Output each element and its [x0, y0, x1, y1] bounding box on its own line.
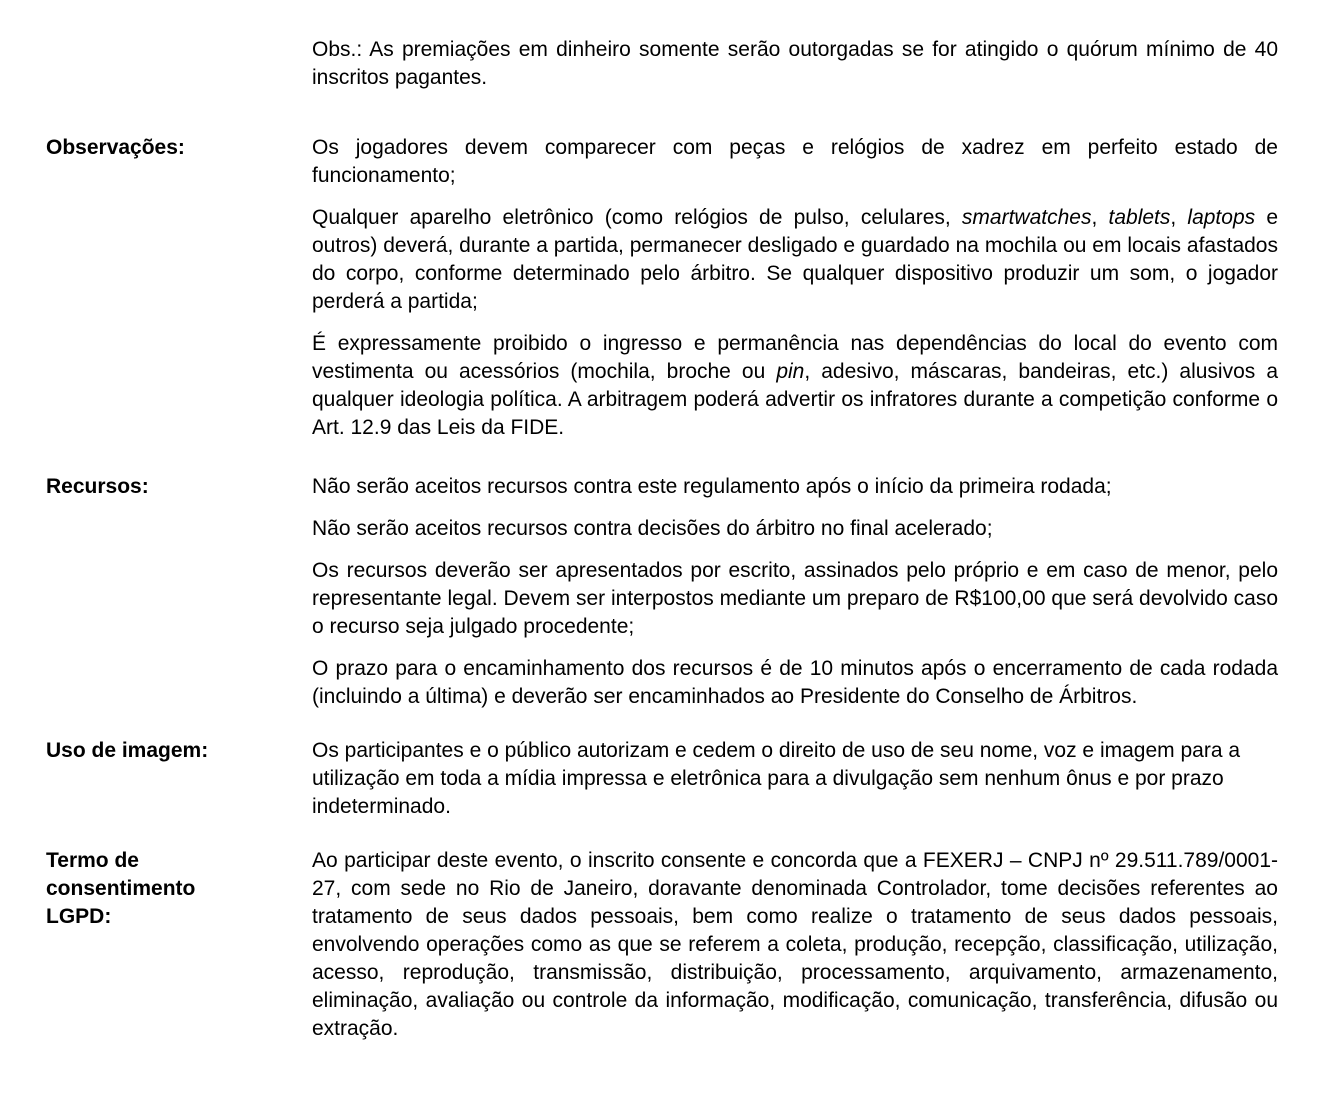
- section-label-recursos: Recursos:: [46, 475, 149, 498]
- section-label-observacoes: Observações:: [46, 136, 185, 159]
- section-content-observacoes: [312, 134, 1278, 442]
- intro-note-section: [46, 36, 1278, 92]
- section-recursos: [46, 473, 1278, 711]
- paragraph: Os recursos deverão ser apresentados por escrito, assinados pelo próprio e em caso de menor, pelo representante legal. Devem ser interpostos mediante um preparo de R$100,00 que será devolvido caso o recurso seja julgado procedente;: [312, 559, 1278, 638]
- section-termo-lgpd: [46, 847, 1278, 1043]
- paragraph: Qualquer aparelho eletrônico (como relógios de pulso, celulares, smartwatches, tablets, laptops e outros) deverá, durante a partida, permanecer desligado e guardado na mochila ou em locais afastados do corpo, conforme determinado pelo árbitro. Se qualquer dispositivo produzir um som, o jogador perderá a partida;: [312, 206, 1279, 313]
- section-content-termo-lgpd: [312, 847, 1278, 1043]
- paragraph: Os jogadores devem comparecer com peças e relógios de xadrez em perfeito estado de funcionamento;: [312, 136, 1278, 187]
- intro-note-paragraph: Obs.: As premiações em dinheiro somente serão outorgadas se for atingido o quórum mínimo de 40 inscritos pagantes.: [312, 38, 1278, 89]
- paragraph: Não serão aceitos recursos contra decisões do árbitro no final acelerado;: [312, 517, 993, 540]
- paragraph: Os participantes e o público autorizam e cedem o direito de uso de seu nome, voz e imagem para a utilização em toda a mídia impressa e eletrônica para a divulgação sem nenhum ônus e por prazo indeterminado.: [312, 739, 1241, 818]
- section-label-termo-lgpd: Termo de consentimento LGPD:: [46, 849, 196, 928]
- section-label-uso-de-imagem: Uso de imagem:: [46, 739, 209, 762]
- section-observacoes: [46, 134, 1278, 442]
- paragraph: O prazo para o encaminhamento dos recursos é de 10 minutos após o encerramento de cada rodada (incluindo a última) e deverão ser encaminhados ao Presidente do Conselho de Árbitros.: [312, 657, 1278, 708]
- section-uso-de-imagem: [46, 737, 1278, 821]
- intro-note-content: [312, 36, 1278, 92]
- paragraph: É expressamente proibido o ingresso e permanência nas dependências do local do evento com vestimenta ou acessórios (mochila, broche ou pin, adesivo, máscaras, bandeiras, etc.) alusivos a qualquer ideologia política. A arbitragem poderá advertir os infratores durante a competição conforme o Art. 12.9 das Leis da FIDE.: [312, 332, 1279, 439]
- paragraph: Não serão aceitos recursos contra este regulamento após o início da primeira rodada;: [312, 475, 1112, 498]
- section-content-uso-de-imagem: [312, 737, 1278, 821]
- section-content-recursos: [312, 473, 1278, 711]
- paragraph: Ao participar deste evento, o inscrito consente e concorda que a FEXERJ – CNPJ nº 29.511.789/0001-27, com sede no Rio de Janeiro, doravante denominada Controlador, tome decisões referentes ao tratamento de seus dados pessoais, bem como realize o tratamento de seus dados pessoais, envolvendo operações como as que se referem a coleta, produção, recepção, classificação, utilização, acesso, reprodução, transmissão, distribuição, processamento, arquivamento, armazenamento, eliminação, avaliação ou controle da informação, modificação, comunicação, transferência, difusão ou extração.: [312, 849, 1278, 1040]
